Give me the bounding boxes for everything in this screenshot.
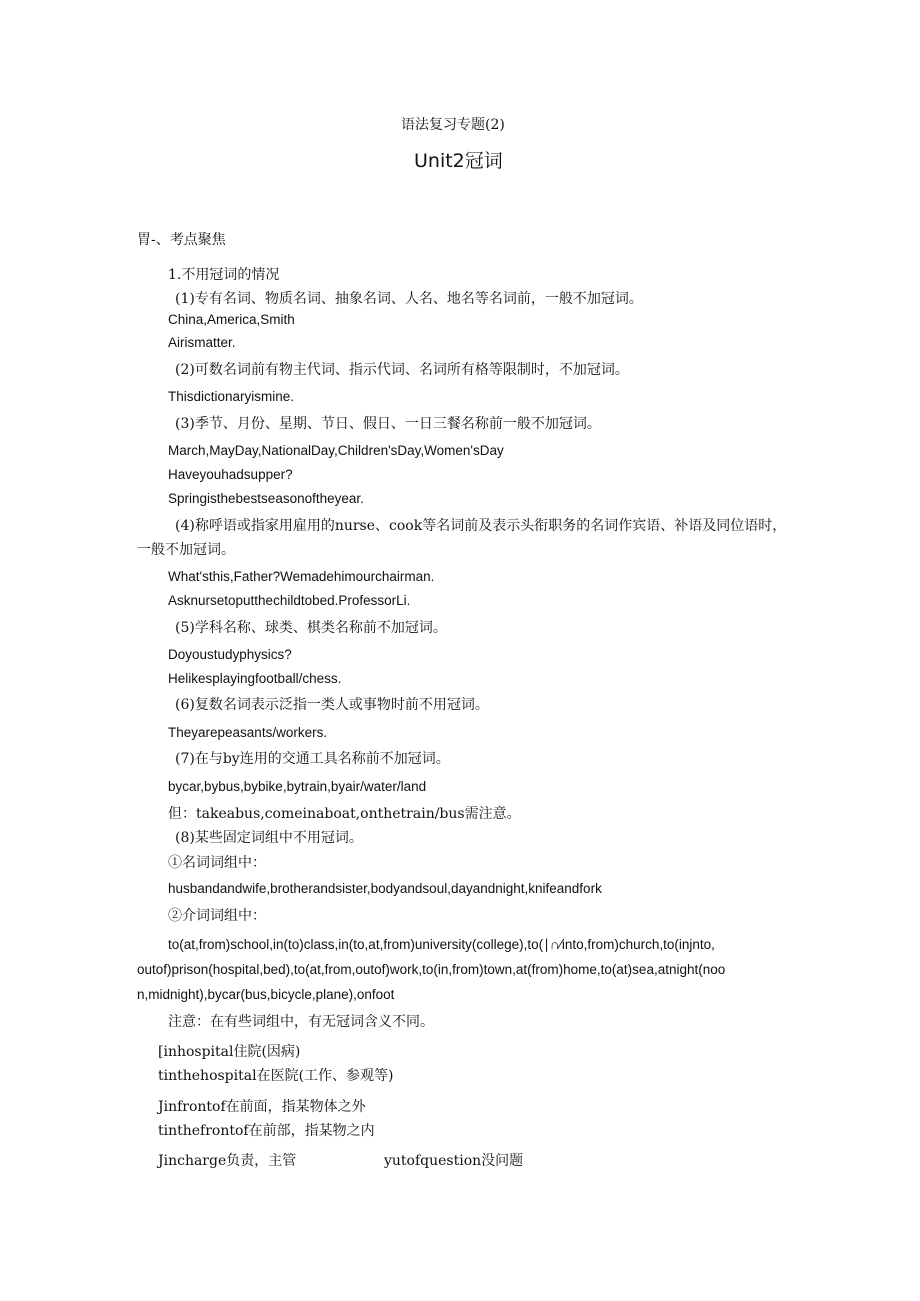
rule-8: (8)某些固定词组中不用冠词。 [175, 830, 363, 846]
rule-8-example-2-line-3: n,midnight),bycar(bus,bicycle,plane),onfoot [137, 987, 395, 1002]
rule-8-example-2-line-2: outof)prison(hospital,bed),to(at,from,outof)work,to(in,from)town,at(from)home,to(at)sea,atnight(noo [137, 962, 726, 977]
doc-subtitle: 语法复习专题(2) [401, 117, 505, 133]
rule-1-example-1: China,America,Smith [168, 312, 295, 327]
rule-2: (2)可数名词前有物主代词、指示代词、名词所有格等限制时，不加冠词。 [175, 362, 629, 378]
rule-3: (3)季节、月份、星期、节日、假日、一日三餐名称前一般不加冠词。 [175, 416, 601, 432]
rule-6-example-1: Theyarepeasants/workers. [168, 725, 328, 740]
section-heading: 胃-、考点聚焦 [137, 232, 226, 248]
note: 注意：在有些词组中，有无冠词含义不同。 [168, 1014, 434, 1030]
rule-4-example-2: Asknursetoputthechildtobed.ProfessorLi. [168, 593, 411, 608]
pair-1-b: tinthehospital在医院(工作、参观等) [158, 1068, 394, 1084]
rule-1-example-2: Airismatter. [168, 335, 236, 350]
rule-8-example-2-line-1: to(at,from)school,in(to)class,in(to,at,from)university(college),to(∣∩∕into,from)church,to(injnto, [168, 937, 715, 952]
rule-3-example-3: Springisthebestseasonoftheyear. [168, 491, 364, 506]
pair-3-b: yutofquestion没问题 [384, 1153, 524, 1169]
rule-7: (7)在与by连用的交通工具名称前不加冠词。 [175, 751, 450, 767]
rule-4: (4)称呼语或指家用雇用的nurse、cook等名词前及表示头衔职务的名词作宾语、补语及同位语时，一般不加冠词。 [137, 518, 787, 558]
pair-2-b: tinthefrontof在前部，指某物之内 [158, 1123, 375, 1139]
rule-8-sub-1: ①名词词组中： [168, 855, 266, 871]
rule-6: (6)复数名词表示泛指一类人或事物时前不用冠词。 [175, 697, 489, 713]
rule-7-example-2: 但：takeabus,comeinaboat,onthetrain/bus需注意。 [168, 806, 521, 822]
rule-3-example-1: March,MayDay,NationalDay,Children'sDay,Women'sDay [168, 443, 504, 458]
rule-7-example-1: bycar,bybus,bybike,bytrain,byair/water/land [168, 779, 427, 794]
rule-4-example-1: What'sthis,Father?Wemadehimourchairman. [168, 569, 435, 584]
rule-5-example-2: Helikesplayingfootball/chess. [168, 671, 342, 686]
rule-2-example-1: Thisdictionaryismine. [168, 389, 295, 404]
rule-8-sub-2: ②介词词组中： [168, 908, 266, 924]
rule-8-example-1: husbandandwife,brotherandsister,bodyandsoul,dayandnight,knifeandfork [168, 881, 602, 896]
doc-title: Unit2冠词 [414, 150, 503, 172]
item1-title: 1.不用冠词的情况 [168, 267, 280, 283]
pair-1-a: [inhospital住院(因病) [158, 1044, 301, 1060]
rule-3-example-2: Haveyouhadsupper? [168, 467, 293, 482]
pair-3-a: Jincharge负责，主管 [158, 1153, 297, 1169]
rule-5: (5)学科名称、球类、棋类名称前不加冠词。 [175, 620, 447, 636]
rule-5-example-1: Doyoustudyphysics? [168, 647, 292, 662]
pair-2-a: Jinfrontof在前面，指某物体之外 [158, 1099, 366, 1115]
rule-1: (1)专有名词、物质名词、抽象名词、人名、地名等名词前，一般不加冠词。 [175, 291, 643, 307]
